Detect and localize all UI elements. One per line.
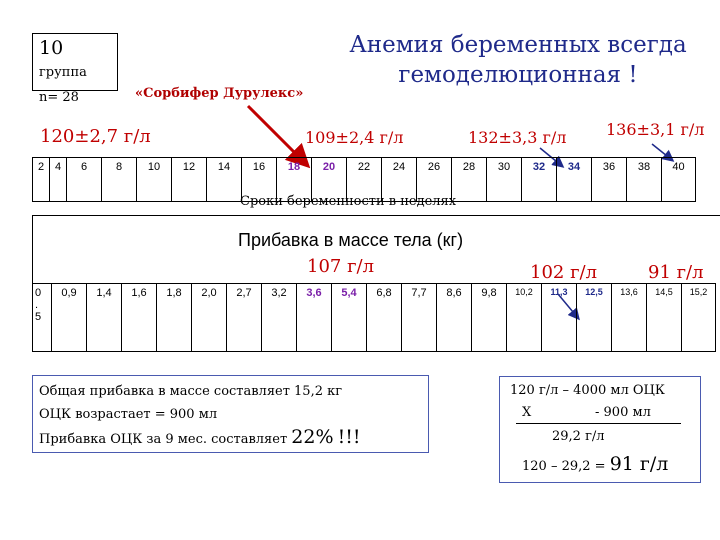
- week-cell-highlight: 20: [312, 158, 347, 202]
- mass-row: [33, 284, 716, 352]
- summary-box: [32, 375, 429, 453]
- calc-line-4-text: 120 – 29,2 =: [522, 459, 606, 474]
- week-cell: 12: [172, 158, 207, 202]
- title-line-1: Анемия беременных всегда: [349, 32, 687, 58]
- hb-week38: 136±3,1 г/л: [606, 120, 705, 139]
- week-cell: 38: [627, 158, 662, 202]
- mass-cell: 1,4: [87, 284, 122, 352]
- mass-cell: 2,0: [192, 284, 227, 352]
- week-cell: 10: [137, 158, 172, 202]
- mass-cell: 1,6: [122, 284, 157, 352]
- week-cell: 6: [67, 158, 102, 202]
- mass-cell: [33, 284, 52, 352]
- calc-line-4: [522, 453, 668, 475]
- group-label: группа: [39, 65, 87, 80]
- calc-line-1: 120 г/л – 4000 мл ОЦК: [510, 383, 665, 398]
- week-cell: 28: [452, 158, 487, 202]
- week-cell: 16: [242, 158, 277, 202]
- mass-cell: 7,7: [402, 284, 437, 352]
- week-cell: 2: [33, 158, 50, 202]
- drug-arrow-icon: [248, 106, 306, 164]
- week-cell: 40: [662, 158, 696, 202]
- week-cell: 24: [382, 158, 417, 202]
- mass-cell-value: 0: [35, 287, 42, 299]
- mass-cell: 0,9: [52, 284, 87, 352]
- summary-line-2: ОЦК возрастает = 900 мл: [39, 407, 218, 422]
- mass-label: Прибавка в массе тела (кг): [238, 230, 464, 250]
- summary-line-1: Общая прибавка в массе составляет 15,2 кг: [39, 384, 343, 399]
- weeks-label: Сроки беременности в неделях: [240, 194, 457, 209]
- week-cell: 26: [417, 158, 452, 202]
- mass-cell: 3,2: [262, 284, 297, 352]
- mass-cell: 9,8: [472, 284, 507, 352]
- week-cell-highlight: 18: [277, 158, 312, 202]
- hb-mass-91: 91 г/л: [648, 262, 704, 283]
- calc-box: [499, 376, 701, 483]
- mass-cell-highlight: 3,6: [297, 284, 332, 352]
- mass-cell-extra: 5: [35, 311, 42, 323]
- mass-table: [32, 283, 716, 352]
- summary-percent: 22%: [291, 426, 334, 448]
- week-cell: 30: [487, 158, 522, 202]
- hb-mass-102: 102 г/л: [530, 262, 598, 283]
- calc-line-2b: - 900 мл: [595, 405, 651, 420]
- mass-cell-highlight: 5,4: [332, 284, 367, 352]
- drug-label: «Сорбифер Дурулекс»: [135, 86, 304, 101]
- week-cell: 36: [592, 158, 627, 202]
- mass-cell: 2,7: [227, 284, 262, 352]
- week-cell: 4: [50, 158, 67, 202]
- summary-line-3: [39, 426, 422, 451]
- calc-line-3: 29,2 г/л: [552, 429, 605, 444]
- week-cell: 8: [102, 158, 137, 202]
- title-line-2: гемоделюционная !: [398, 62, 638, 88]
- group-number: 10: [39, 37, 64, 59]
- mass-cell: 1,8: [157, 284, 192, 352]
- mass-cell: 8,6: [437, 284, 472, 352]
- mass-cell-dot: .: [35, 299, 39, 311]
- calc-fraction-line: [516, 423, 681, 424]
- calc-result: 91 г/л: [609, 453, 669, 475]
- week-cell: 14: [207, 158, 242, 202]
- week-cell-highlight: 34: [557, 158, 592, 202]
- summary-exclamation: !!!: [337, 426, 361, 448]
- hb-mass-107: 107 г/л: [307, 256, 375, 277]
- mass-cell-highlight: 12,5: [577, 284, 612, 352]
- hb-week18: 109±2,4 г/л: [305, 128, 404, 147]
- hb-week32: 132±3,3 г/л: [468, 128, 567, 147]
- summary-line-3-text: Прибавка ОЦК за 9 мес. составляет: [39, 432, 288, 447]
- mass-cell: 14,5: [647, 284, 682, 352]
- group-n: n= 28: [39, 90, 79, 105]
- mass-cell: 15,2: [682, 284, 716, 352]
- week-cell-highlight: 32: [522, 158, 557, 202]
- mass-cell: 6,8: [367, 284, 402, 352]
- calc-line-2a: Х: [522, 405, 532, 420]
- week-cell: 22: [347, 158, 382, 202]
- mass-cell: 13,6: [612, 284, 647, 352]
- mass-cell: 10,2: [507, 284, 542, 352]
- mass-cell-highlight: 11,3: [542, 284, 577, 352]
- hb-start: 120±2,7 г/л: [40, 126, 151, 147]
